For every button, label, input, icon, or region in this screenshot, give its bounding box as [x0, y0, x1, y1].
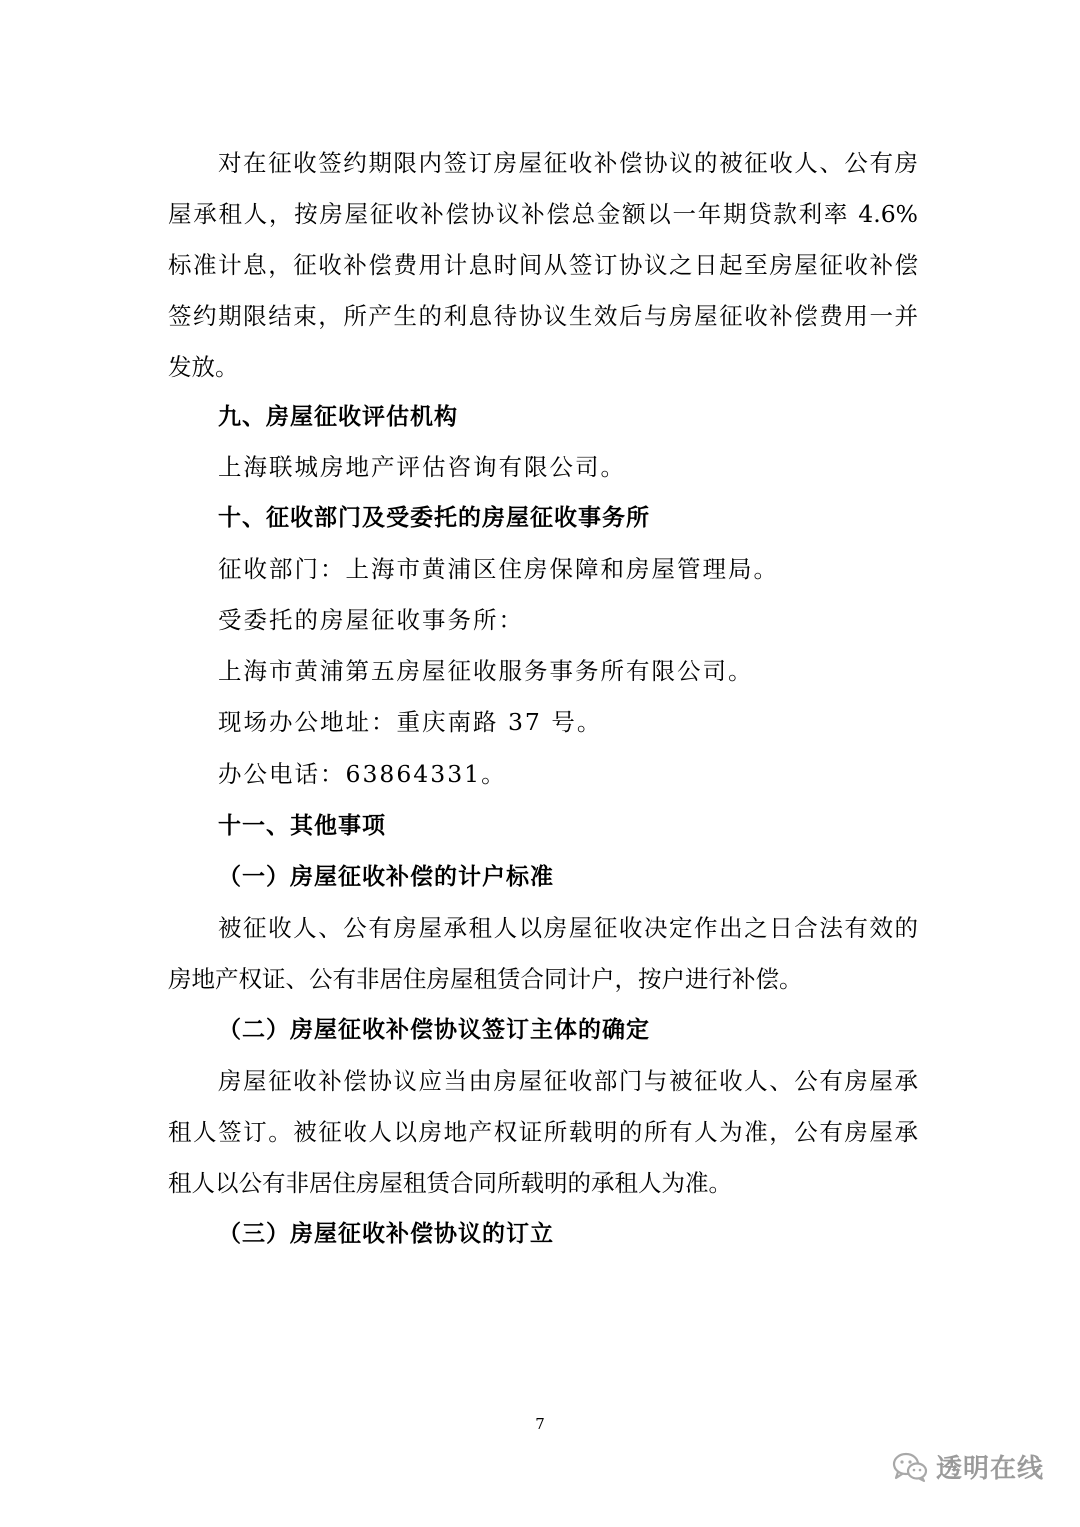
text-line: 屋承租人，按房屋征收补偿协议补偿总金额以一年期贷款利率 4.6%: [168, 200, 918, 228]
text-line: 房地产权证、公有非居住房屋租赁合同计户，按户进行补偿。: [168, 965, 803, 993]
text-line: 对在征收签约期限内签订房屋征收补偿协议的被征收人、公有房: [218, 149, 918, 177]
section-9-body: 上海联城房地产评估咨询有限公司。: [218, 453, 626, 481]
watermark-text: 透明在线: [935, 1454, 1044, 1484]
section-9-heading: 九、房屋征收评估机构: [218, 404, 458, 430]
text-line: 租人以公有非居住房屋租赁合同所载明的承租人为准。: [168, 1169, 732, 1197]
text-line: 签约期限结束，所产生的利息待协议生效后与房屋征收补偿费用一并: [168, 302, 918, 330]
section-11-heading: 十一、其他事项: [218, 813, 386, 839]
section-10-heading: 十、征收部门及受委托的房屋征收事务所: [218, 505, 650, 531]
text-line: 标准计息，征收补偿费用计息时间从签订协议之日起至房屋征收补偿: [168, 251, 918, 279]
text-line: 租人签订。被征收人以房地产权证所载明的所有人为准，公有房屋承: [168, 1118, 918, 1146]
watermark: [892, 1448, 1044, 1485]
department-line: 征收部门：上海市黄浦区住房保障和房屋管理局。: [218, 555, 779, 583]
office-label: 受委托的房屋征收事务所：: [218, 606, 524, 634]
subsection-3-heading: （三）房屋征收补偿协议的订立: [218, 1221, 554, 1247]
office-name: 上海市黄浦第五房屋征收服务事务所有限公司。: [218, 657, 754, 685]
wechat-icon: [892, 1452, 928, 1482]
text-line: 房屋征收补偿协议应当由房屋征收部门与被征收人、公有房屋承: [218, 1067, 918, 1095]
office-phone: 办公电话：63864331。: [218, 760, 507, 788]
subsection-1-heading: （一）房屋征收补偿的计户标准: [218, 864, 554, 890]
page-number: 7: [535, 1415, 545, 1433]
subsection-2-heading: （二）房屋征收补偿协议签订主体的确定: [218, 1017, 650, 1043]
text-line: 发放。: [168, 353, 239, 381]
office-address: 现场办公地址：重庆南路 37 号。: [218, 708, 603, 736]
text-line: 被征收人、公有房屋承租人以房屋征收决定作出之日合法有效的: [218, 914, 918, 942]
